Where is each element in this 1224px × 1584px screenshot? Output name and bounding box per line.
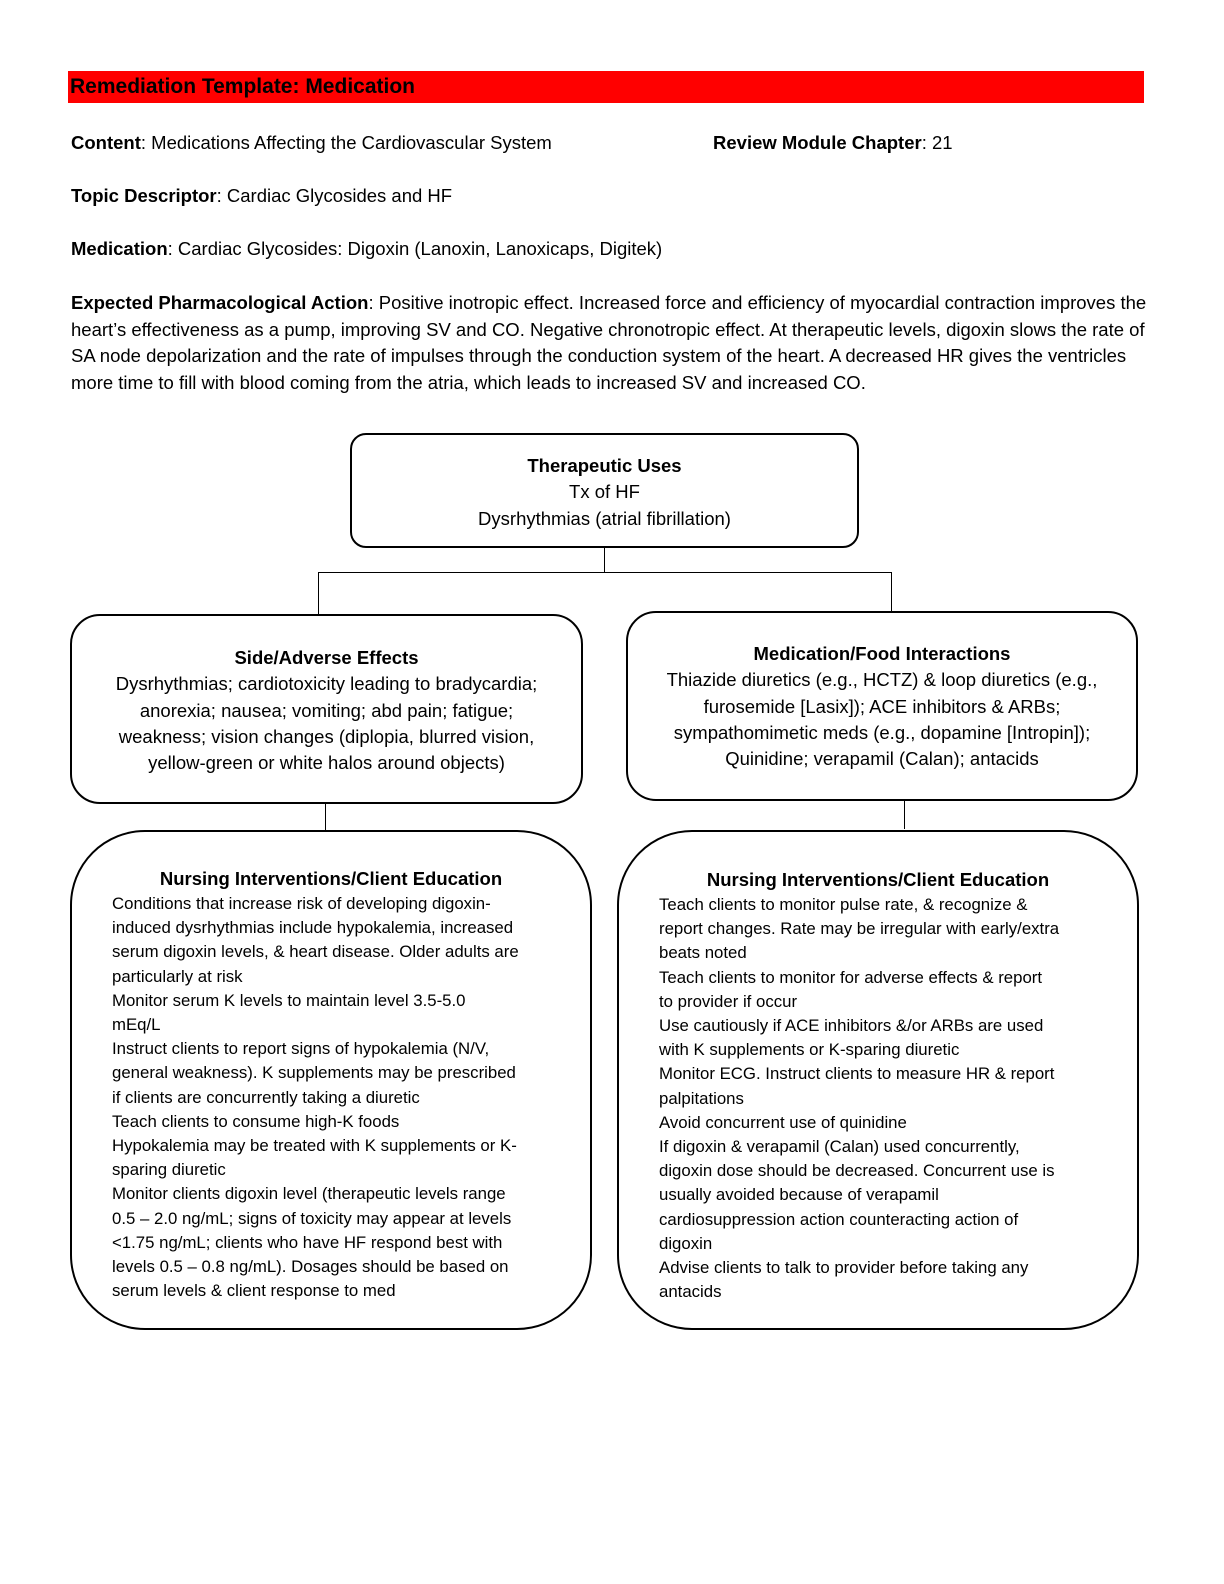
interactions-line: Quinidine; verapamil (Calan); antacids bbox=[725, 748, 1039, 770]
therapeutic-uses-box bbox=[350, 433, 859, 548]
action-label: Expected Pharmacological Action bbox=[71, 292, 369, 313]
nursing-left-line: general weakness). K supplements may be prescribed bbox=[112, 1063, 516, 1083]
nursing-right-line: cardiosuppression action counteracting action of bbox=[659, 1209, 1019, 1229]
nursing-left-line: if clients are concurrently taking a diuretic bbox=[112, 1087, 420, 1107]
side-effects-line: anorexia; nausea; vomiting; abd pain; fatigue; bbox=[139, 699, 514, 721]
chapter-field bbox=[713, 130, 953, 157]
nursing-right-line: If digoxin & verapamil (Calan) used concurrently, bbox=[659, 1137, 1020, 1157]
side-effects-heading: Side/Adverse Effects bbox=[234, 647, 419, 668]
side-effects-line: Dysrhythmias; cardiotoxicity leading to bradycardia; bbox=[115, 673, 538, 695]
nursing-right-line: digoxin bbox=[659, 1233, 713, 1253]
nursing-left-line: Conditions that increase risk of developing digoxin- bbox=[112, 894, 491, 913]
nursing-right-line: Advise clients to talk to provider before taking any bbox=[659, 1258, 1029, 1278]
nursing-right-line: palpitations bbox=[659, 1088, 744, 1108]
nursing-right-line: Avoid concurrent use of quinidine bbox=[659, 1112, 907, 1132]
connector-line bbox=[604, 548, 605, 572]
nursing-right-line: antacids bbox=[659, 1282, 722, 1302]
nursing-left-heading: Nursing Interventions/Client Education bbox=[159, 868, 503, 889]
interactions-box bbox=[626, 611, 1138, 801]
connector-line bbox=[325, 803, 326, 830]
nursing-right-line: to provider if occur bbox=[659, 991, 798, 1011]
nursing-right-heading: Nursing Interventions/Client Education bbox=[706, 869, 1050, 890]
nursing-right-line: Use cautiously if ACE inhibitors &/or ARBs are used bbox=[659, 1016, 1044, 1036]
header-bar bbox=[68, 71, 1144, 103]
nursing-right-line: Teach clients to monitor for adverse effects & report bbox=[659, 967, 1043, 987]
nursing-left-line: Hypokalemia may be treated with K supplements or K- bbox=[112, 1136, 517, 1156]
nursing-left-line: mEq/L bbox=[112, 1015, 161, 1035]
expected-action-paragraph bbox=[71, 290, 1151, 396]
nursing-right-line: with K supplements or K-sparing diuretic bbox=[659, 1040, 960, 1060]
content-value: : Medications Affecting the Cardiovascular System bbox=[140, 132, 552, 153]
therapeutic-use-item: Dysrhythmias (atrial fibrillation) bbox=[478, 507, 731, 529]
nursing-right-line: beats noted bbox=[659, 943, 747, 963]
nursing-right-line: Teach clients to monitor pulse rate, & recognize & bbox=[659, 895, 1028, 914]
nursing-left-line: Teach clients to consume high-K foods bbox=[112, 1111, 400, 1131]
medication-value: : Cardiac Glycosides: Digoxin (Lanoxin, Lanoxicaps, Digitek) bbox=[167, 238, 663, 259]
nursing-right-line: usually avoided because of verapamil bbox=[659, 1185, 939, 1205]
side-effects-box bbox=[70, 614, 583, 804]
therapeutic-uses-heading: Therapeutic Uses bbox=[527, 455, 682, 476]
topic-value: : Cardiac Glycosides and HF bbox=[216, 185, 453, 206]
connector-line bbox=[904, 801, 905, 829]
medication-label: Medication bbox=[71, 238, 168, 259]
nursing-left-line: serum levels & client response to med bbox=[112, 1281, 396, 1301]
nursing-left-line: Instruct clients to report signs of hypokalemia (N/V, bbox=[112, 1039, 490, 1059]
nursing-left-line: particularly at risk bbox=[112, 966, 243, 986]
topic-field bbox=[71, 183, 452, 210]
nursing-right-line: Monitor ECG. Instruct clients to measure HR & report bbox=[659, 1064, 1055, 1084]
page-title: Remediation Template: Medication bbox=[70, 75, 415, 98]
side-effects-line: yellow-green or white halos around objects) bbox=[148, 752, 505, 774]
interactions-line: Thiazide diuretics (e.g., HCTZ) & loop diuretics (e.g., bbox=[666, 669, 1098, 691]
nursing-interventions-left-box bbox=[70, 830, 592, 1330]
connector-line bbox=[318, 572, 319, 614]
interactions-line: sympathomimetic meds (e.g., dopamine [Intropin]); bbox=[673, 721, 1091, 743]
chapter-value: : 21 bbox=[921, 132, 953, 153]
nursing-left-line: 0.5 – 2.0 ng/mL; signs of toxicity may appear at levels bbox=[112, 1208, 512, 1228]
nursing-left-line: serum digoxin levels, & heart disease. Older adults are bbox=[112, 942, 519, 962]
medication-field bbox=[71, 236, 662, 263]
nursing-left-line: <1.75 ng/mL; clients who have HF respond best with bbox=[112, 1232, 503, 1252]
content-field bbox=[71, 130, 552, 157]
nursing-left-line: induced dysrhythmias include hypokalemia, increased bbox=[112, 918, 514, 938]
nursing-left-line: Monitor serum K levels to maintain level 3.5-5.0 bbox=[112, 990, 466, 1010]
nursing-interventions-right-box bbox=[617, 830, 1139, 1330]
interactions-heading: Medication/Food Interactions bbox=[753, 643, 1011, 664]
topic-label: Topic Descriptor bbox=[71, 185, 217, 206]
nursing-left-line: levels 0.5 – 0.8 ng/mL). Dosages should be based on bbox=[112, 1257, 509, 1277]
interactions-line: furosemide [Lasix]); ACE inhibitors & ARBs; bbox=[703, 695, 1061, 717]
connector-line bbox=[318, 572, 892, 573]
nursing-right-line: digoxin dose should be decreased. Concurrent use is bbox=[659, 1161, 1055, 1181]
nursing-left-line: sparing diuretic bbox=[112, 1160, 226, 1180]
connector-line bbox=[891, 572, 892, 612]
content-label: Content bbox=[71, 132, 141, 153]
nursing-left-line: Monitor clients digoxin level (therapeutic levels range bbox=[112, 1184, 506, 1204]
nursing-right-line: report changes. Rate may be irregular with early/extra bbox=[659, 919, 1060, 939]
side-effects-line: weakness; vision changes (diplopia, blurred vision, bbox=[118, 725, 535, 747]
action-value: : Positive inotropic effect. Increased force and efficiency of myocardial contraction improves the heart’s effectiveness as a pump, improving SV and CO. Negative chronotropic effect. At therapeutic levels, digoxin slows the rate of SA node depolarization and the rate of impulses through the conduction system of the heart. A decreased HR gives the ventricles more time to fill with blood coming from the atria, which leads to increased SV and increased CO. bbox=[71, 292, 1147, 393]
chapter-label: Review Module Chapter bbox=[713, 132, 922, 153]
therapeutic-use-item: Tx of HF bbox=[569, 481, 640, 503]
